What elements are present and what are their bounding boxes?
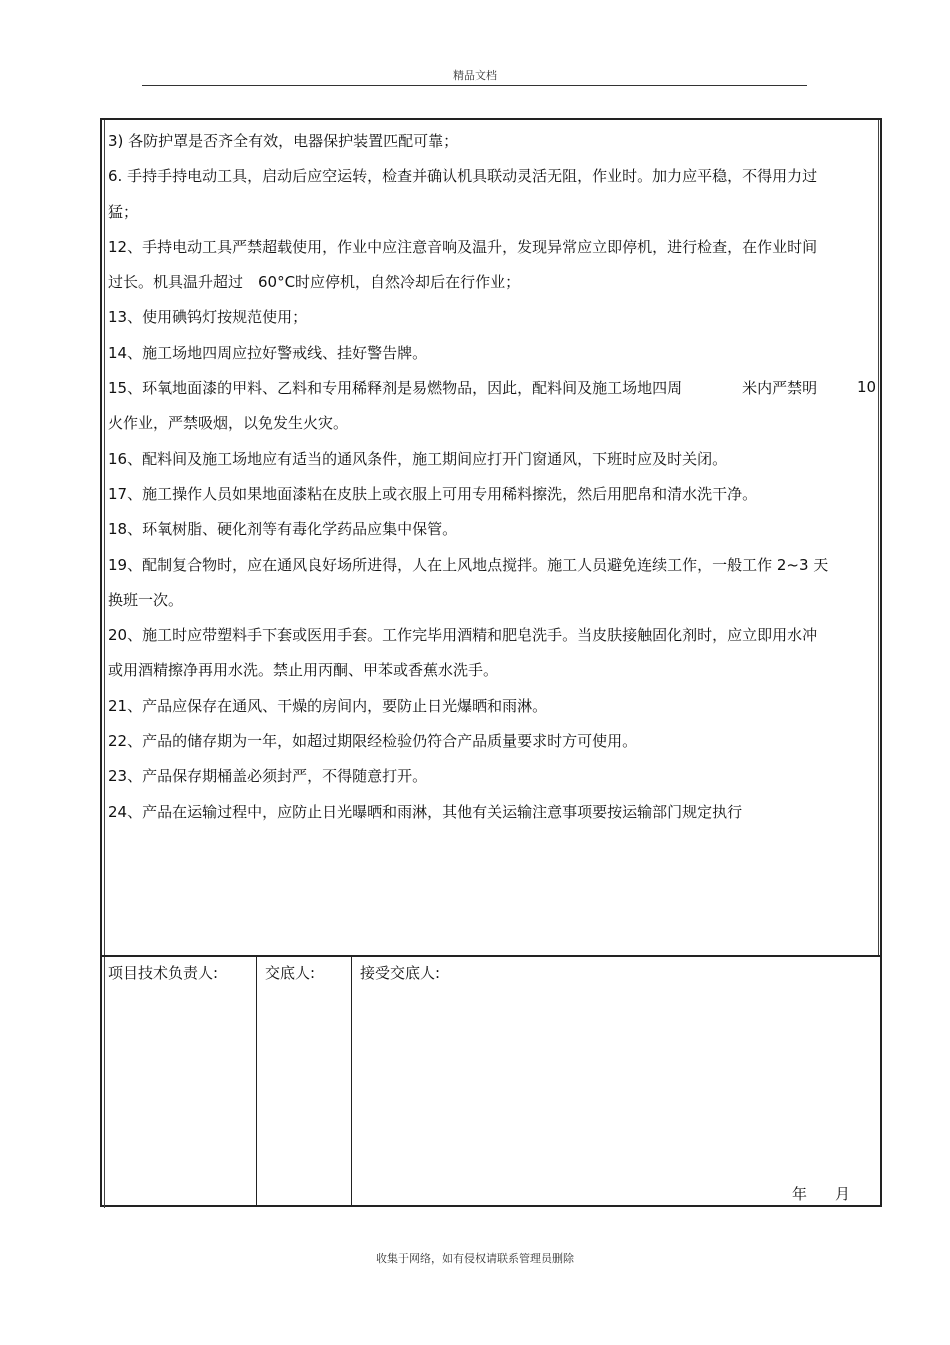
page-footer: 收集于网络，如有侵权请联系管理员删除 <box>376 1252 574 1265</box>
list-item: 23、产品保存期桶盖必须封严，不得随意打开。 <box>108 767 428 786</box>
handover-label: 交底人: <box>265 964 316 982</box>
tech-lead-label: 项目技术负责人: <box>108 964 219 982</box>
list-item: 3) 各防护罩是否齐全有效，电器保护装置匹配可靠； <box>108 132 459 150</box>
signature-column-divider <box>351 957 352 1207</box>
inner-right-border <box>878 120 879 955</box>
list-item: 15、环氧地面漆的甲料、乙料和专用稀释剂是易燃物品，因此，配料间及施工场地四周 米内严禁明火作业，严禁吸烟，以免发生火灾。 <box>108 379 818 433</box>
list-item: 21、产品应保存在通风、干燥的房间内，要防止日光爆晒和雨淋。 <box>108 696 548 715</box>
list-item: 6. 手持手持电动工具，启动后应空运转，检查并确认机具联动灵活无阻，作业时。加力应平稳，不得用力过猛； <box>108 167 818 221</box>
list-item: 20、施工时应带塑料手下套或医用手套。工作完毕用酒精和肥皂洗手。当皮肤接触固化剂时，应立即用水冲或用酒精擦净再用水洗。禁止用丙酮、甲苯或香蕉水洗手。 <box>108 626 818 680</box>
year-label: 年 <box>792 1185 808 1203</box>
date-line <box>792 1183 850 1204</box>
signature-row-divider <box>100 955 882 957</box>
inner-left-border <box>104 120 105 1208</box>
list-item: 18、环氧树脂、硬化剂等有毒化学药品应集中保管。 <box>108 520 458 539</box>
safety-items-body <box>108 124 830 830</box>
list-item: 14、施工场地四周应拉好警戒线、挂好警告牌。 <box>108 343 428 362</box>
list-item: 12、手持电动工具严禁超载使用，作业中应注意音响及温升，发现异常应立即停机，进行检查，在作业时间过长。机具温升超过 60°C时应停机，自然冷却后在行作业； <box>108 237 818 292</box>
list-item: 17、施工操作人员如果地面漆粘在皮肤上或衣服上可用专用稀料擦洗，然后用肥帛和清水洗干净。 <box>108 484 758 503</box>
header-rule <box>142 85 807 86</box>
page-header: 精品文档 <box>453 69 497 82</box>
list-item: 24、产品在运输过程中，应防止日光曝晒和雨淋，其他有关运输注意事项要按运输部门规定执行 <box>108 802 743 821</box>
list-item: 19、配制复合物时，应在通风良好场所进得，人在上风地点搅拌。施工人员避免连续工作，一般工作 2~3 天换班一次。 <box>108 555 829 609</box>
side-number: 10 <box>857 378 877 396</box>
receiver-label: 接受交底人: <box>360 964 441 982</box>
month-label: 月 <box>835 1185 851 1203</box>
signature-column-divider <box>256 957 257 1207</box>
list-item: 13、使用碘钨灯按规范使用； <box>108 308 308 327</box>
list-item: 16、配料间及施工场地应有适当的通风条件，施工期间应打开门窗通风，下班时应及时关闭。 <box>108 449 728 468</box>
list-item: 22、产品的储存期为一年，如超过期限经检验仍符合产品质量要求时方可使用。 <box>108 732 638 751</box>
